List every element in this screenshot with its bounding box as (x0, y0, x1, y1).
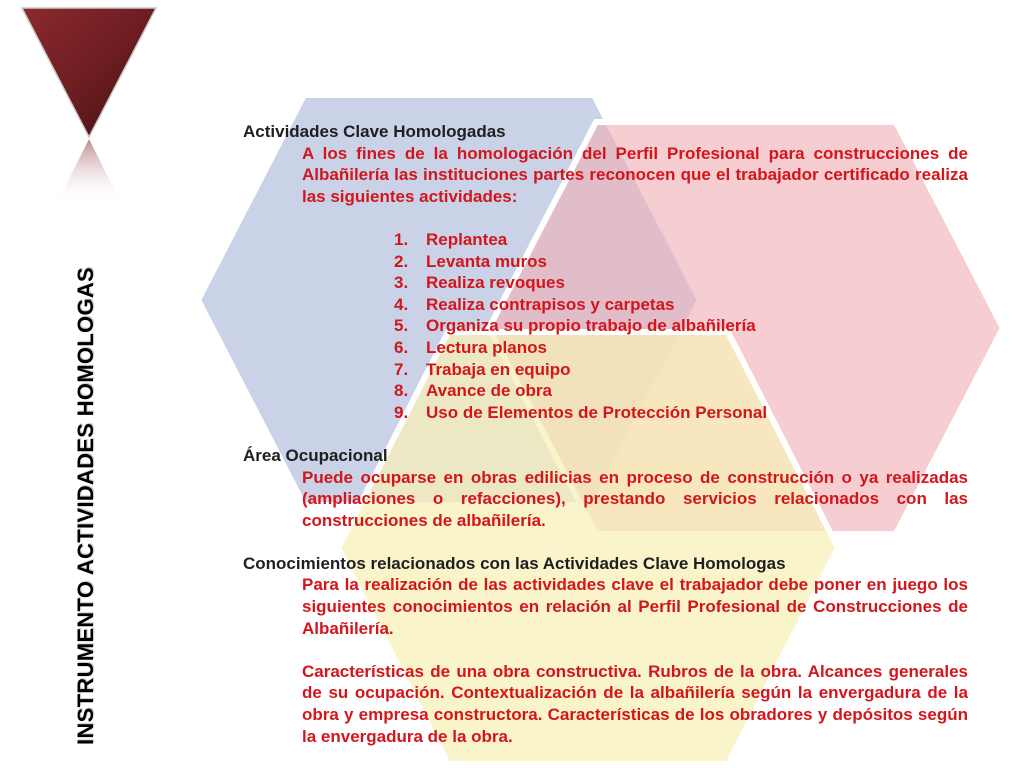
vertical-title: INSTRUMENTO ACTIVIDADES HOMOLOGAS (73, 266, 98, 745)
list-item (394, 380, 968, 402)
list-item-number: 9. (394, 402, 409, 422)
knowledge-details: Características de una obra constructiva. Rubros de la obra. Alcances generales de su ocupación. Contextualización de la albañilería según la envergadura de la obra y empresa constructora. Características de los obradores y depósitos según la envergadura de la obra. (302, 661, 968, 746)
list-item-number: 3. (394, 273, 409, 293)
list-item-number: 5. (394, 316, 409, 336)
list-item-text: Lectura planos (426, 337, 547, 357)
list-item (394, 315, 968, 337)
area-heading: Área Ocupacional (243, 445, 388, 465)
list-item-text: Replantea (426, 229, 508, 249)
list-item-text: Realiza contrapisos y carpetas (426, 294, 675, 314)
spacer (243, 531, 968, 553)
knowledge-text: Para la realización de las actividades clave el trabajador debe poner en juego los siguientes conocimientos en relación al Perfil Profesional de Construcciones de Albañilería. (302, 575, 968, 638)
list-item-number: 2. (394, 251, 409, 271)
list-item (394, 229, 968, 251)
list-item (394, 251, 968, 273)
list-item-number: 8. (394, 381, 409, 401)
list-item (394, 402, 968, 424)
spacer (243, 639, 968, 661)
knowledge-heading: Conocimientos relacionados con las Actividades Clave Homologas (243, 553, 786, 573)
list-item (394, 359, 968, 381)
list-item-text: Organiza su propio trabajo de albañilería (426, 316, 756, 336)
document-content (243, 121, 968, 747)
triangle-reflection (56, 139, 122, 205)
list-item-text: Realiza revoques (426, 273, 565, 293)
activities-intro: A los fines de la homologación del Perfil Profesional para construcciones de Albañilería las instituciones partes reconocen que el trabajador certificado realiza las siguientes actividades: (302, 143, 968, 206)
list-item-number: 7. (394, 359, 409, 379)
activities-heading: Actividades Clave Homologadas (243, 122, 506, 141)
spacer (243, 207, 968, 229)
list-item-number: 4. (394, 294, 409, 314)
list-item-text: Avance de obra (426, 381, 552, 401)
list-item-text: Trabaja en equipo (426, 359, 571, 379)
list-item-number: 1. (394, 229, 409, 249)
area-text: Puede ocuparse en obras edilicias en proceso de construcción o ya realizadas (ampliaciones o refacciones), prestando servicios relacionados con las construcciones de albañilería. (302, 467, 968, 530)
list-item (394, 294, 968, 316)
activities-list (243, 229, 968, 423)
spacer (243, 423, 968, 445)
inverted-triangle-icon (22, 8, 156, 137)
list-item-text: Uso de Elementos de Protección Personal (426, 402, 768, 422)
list-item (394, 337, 968, 359)
list-item-number: 6. (394, 337, 409, 357)
list-item (394, 272, 968, 294)
list-item-text: Levanta muros (426, 251, 547, 271)
